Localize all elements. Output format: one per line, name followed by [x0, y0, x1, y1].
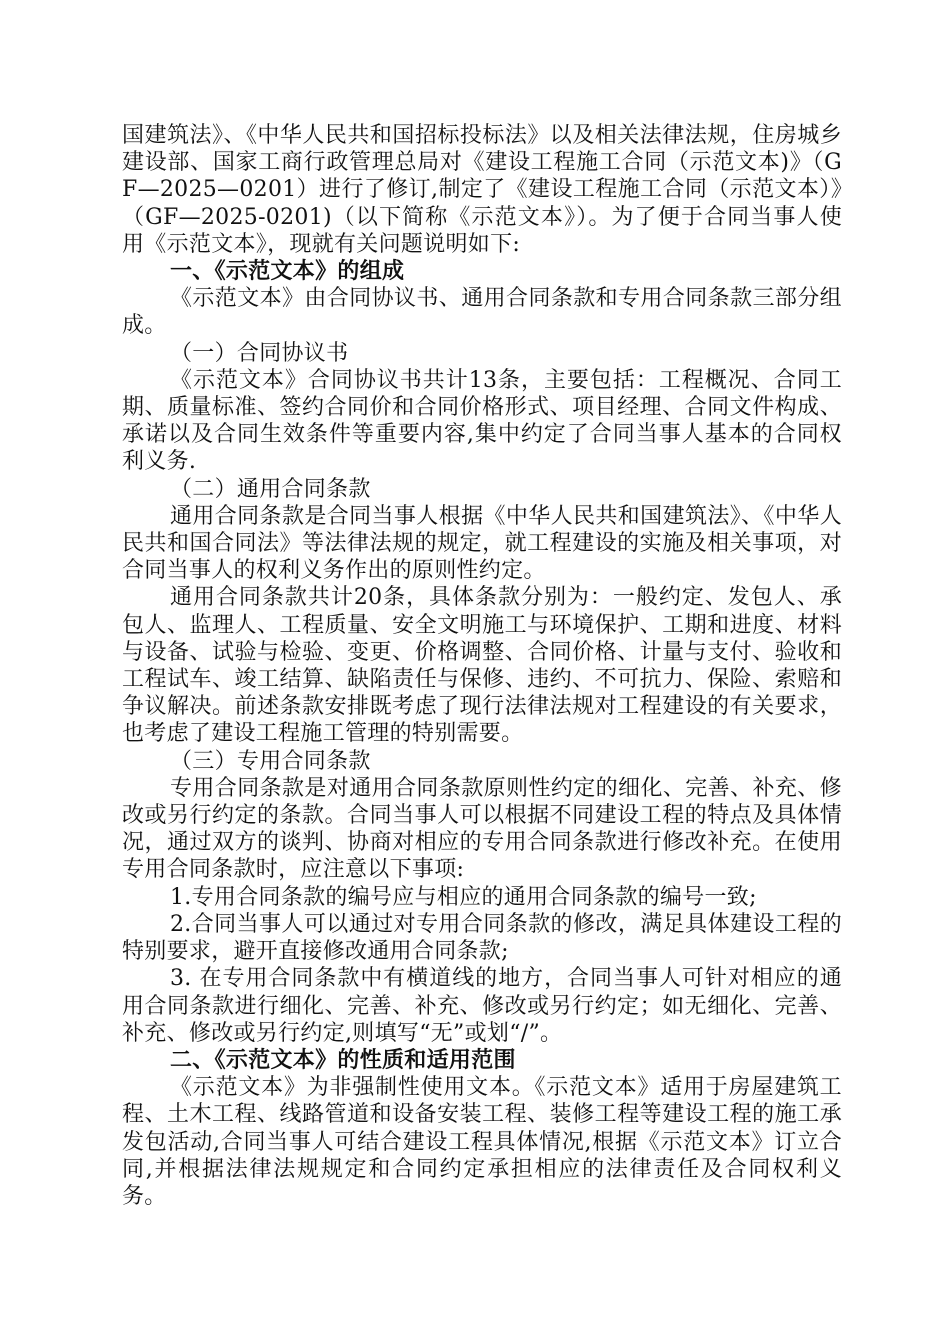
composition-paragraph: 《示范文本》由合同协议书、通用合同条款和专用合同条款三部分组成。	[122, 286, 842, 339]
general-terms-paragraph-1: 通用合同条款是合同当事人根据《中华人民共和国建筑法》、《中华人民共和国合同法》等法律法规的规定，就工程建设的实施及相关事项，对合同当事人的权利义务作出的原则性约定。	[122, 503, 842, 584]
special-terms-item-1: 1.专用合同条款的编号应与相应的通用合同条款的编号一致;	[170, 884, 757, 910]
subheading-general-terms: （二）通用合同条款	[170, 476, 371, 502]
special-terms-item-2: 2.合同当事人可以通过对专用合同条款的修改，满足具体建设工程的特别要求，避开直接修改通用合同条款;	[122, 911, 842, 965]
subheading-special-terms: （三）专用合同条款	[170, 748, 371, 774]
general-terms-paragraph-2: 通用合同条款共计20条，具体条款分别为：一般约定、发包人、承包人、监理人、工程质量、安全文明施工与环境保护、工期和进度、材料与设备、试验与检验、变更、价格调整、合同价格、计量与支付、验收和工程试车、竣工结算、缺陷责任与保修、违约、不可抗力、保险、索赔和争议解决。前述条款安排既考虑了现行法律法规对工程建设的有关要求，也考虑了建设工程施工管理的特别需要。	[122, 585, 842, 747]
nature-scope-paragraph: 《示范文本》为非强制性使用文本。《示范文本》适用于房屋建筑工程、土木工程、线路管道和设备安装工程、装修工程等建设工程的施工承发包活动,合同当事人可结合建设工程具体情况,根据《示范文本》订立合同,并根据法律法规规定和合同约定承担相应的法律责任及合同权利义务。	[122, 1075, 842, 1209]
section-heading-nature-scope: 二、《示范文本》的性质和适用范围	[170, 1047, 516, 1073]
agreement-paragraph: 《示范文本》合同协议书共计13条，主要包括：工程概况、合同工期、质量标准、签约合同价和合同价格形式、项目经理、合同文件构成、承诺以及合同生效条件等重要内容,集中约定了合同当事人基本的合同权利义务.	[122, 367, 842, 475]
subheading-agreement: （一）合同协议书	[170, 340, 349, 366]
special-terms-paragraph: 专用合同条款是对通用合同条款原则性约定的细化、完善、补充、修改或另行约定的条款。合同当事人可以根据不同建设工程的特点及具体情况，通过双方的谈判、协商对相应的专用合同条款进行修改补充。在使用专用合同条款时，应注意以下事项:	[122, 775, 842, 883]
document-body	[122, 122, 842, 1210]
special-terms-item-3: 3. 在专用合同条款中有横道线的地方，合同当事人可针对相应的通用合同条款进行细化、完善、补充、修改或另行约定；如无细化、完善、补充、修改或另行约定,则填写“无”或划“/”。	[122, 966, 842, 1046]
intro-paragraph: 国建筑法》、《中华人民共和国招标投标法》以及相关法律法规，住房城乡建设部、国家工商行政管理总局对《建设工程施工合同（示范文本)》（GF—2025—0201）进行了修订,制定了《建设工程施工合同（示范文本）》（GF—2025-0201)（以下简称《示范文本》）。为了便于合同当事人使用《示范文本》，现就有关问题说明如下:	[122, 123, 842, 257]
section-heading-composition: 一、《示范文本》的组成	[170, 259, 405, 285]
